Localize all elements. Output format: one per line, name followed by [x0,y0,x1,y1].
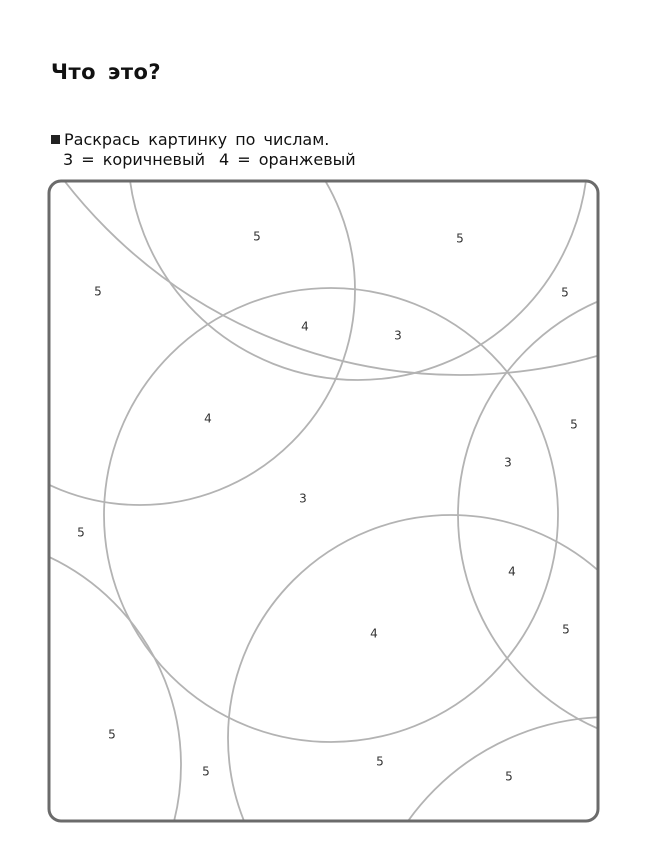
coloring-picture [47,179,600,823]
region-arc [47,535,181,823]
coloring-canvas[interactable] [47,179,600,823]
region-number: 4 [301,319,309,334]
region-number: 5 [108,727,116,742]
region-number: 3 [504,455,512,470]
region-number: 5 [94,284,102,299]
region-number: 5 [562,622,570,637]
legend-orange: 4 = оранжевый [218,150,356,169]
region-number: 5 [253,229,261,244]
region-arc [104,288,558,742]
page-title: Что это? [51,60,162,84]
region-number: 5 [570,417,578,432]
region-number: 3 [394,328,402,343]
region-number: 4 [370,626,378,641]
region-number: 3 [299,491,307,506]
region-number: 4 [204,411,212,426]
region-arc [128,179,588,380]
bullet-icon [51,135,60,144]
region-number: 5 [456,231,464,246]
region-arc [228,515,600,823]
region-arc [47,179,600,375]
region-number: 5 [376,754,384,769]
legend-brown: 3 = коричневый [63,150,205,169]
region-number: 5 [202,764,210,779]
region-arc [47,179,355,505]
picture-frame [49,181,598,821]
instruction-text: Раскрась картинку по числам. [64,130,330,149]
region-number: 5 [561,285,569,300]
color-legend [51,150,370,170]
instructions [51,130,370,170]
region-number: 5 [505,769,513,784]
region-arc [458,282,600,748]
region-number: 4 [508,564,516,579]
region-number: 5 [77,525,85,540]
